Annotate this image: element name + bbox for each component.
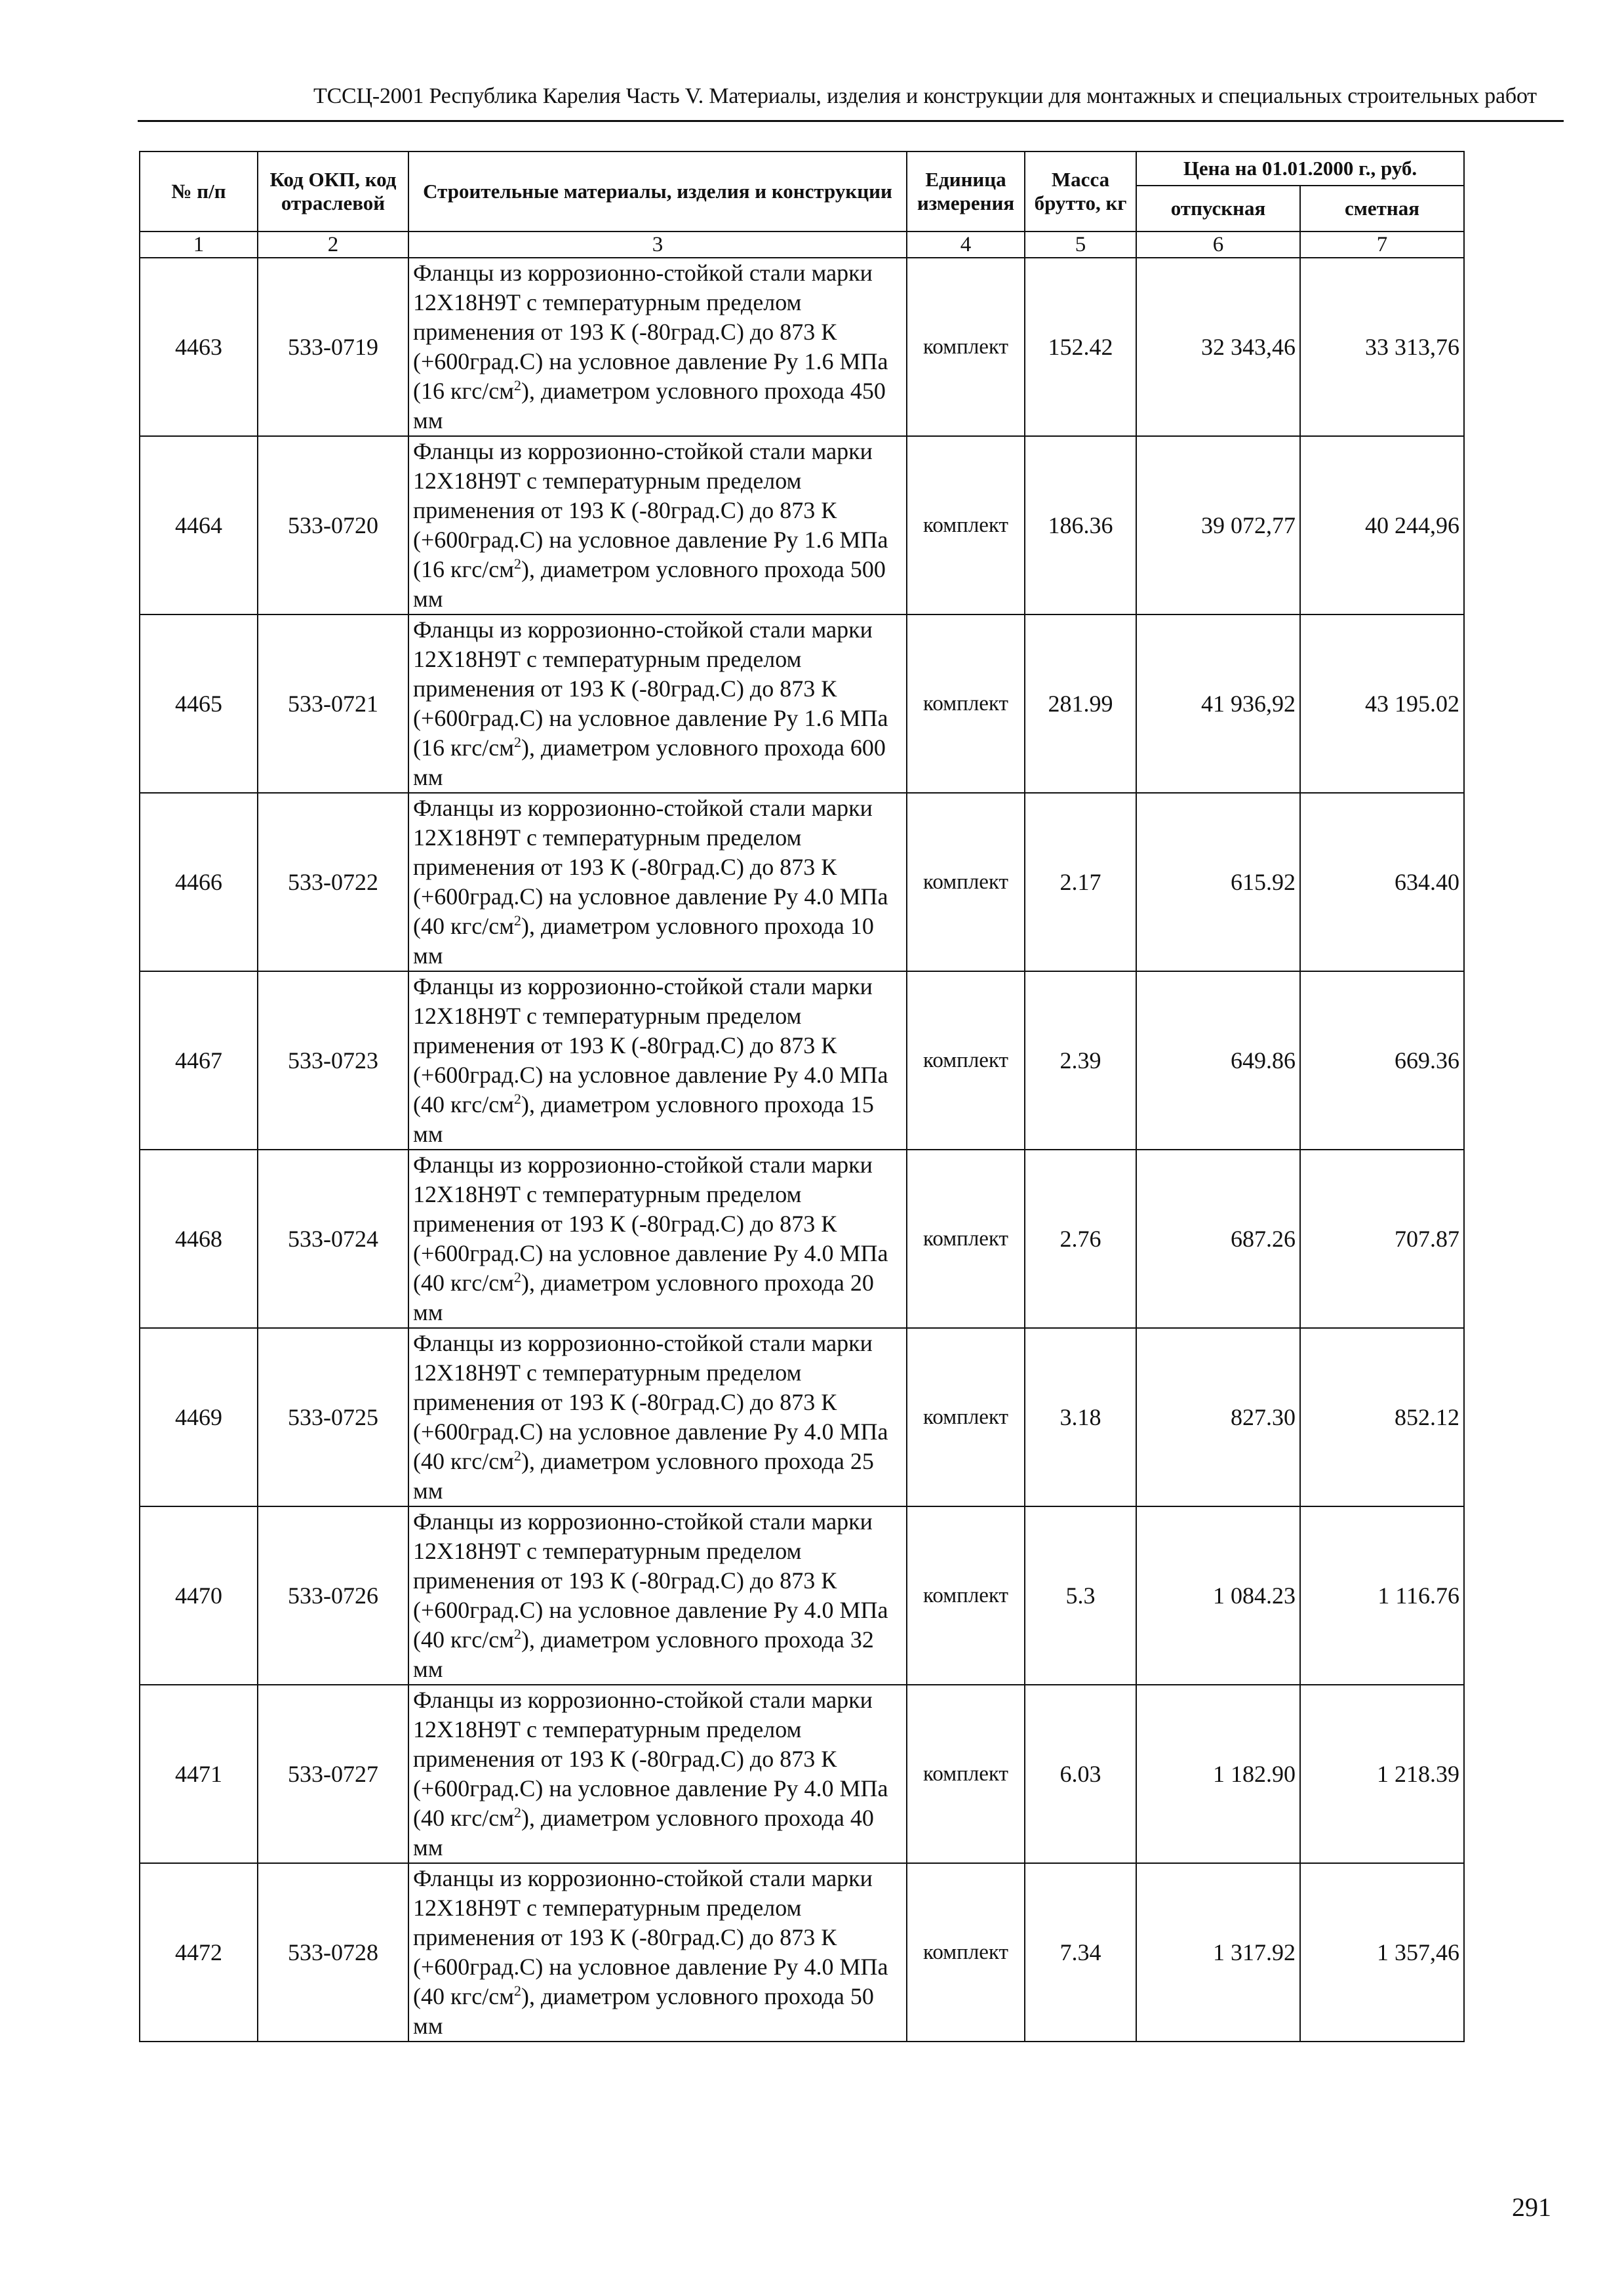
col-header-price-sale: отпускная <box>1136 186 1300 232</box>
row-description-text: Фланцы из коррозионно-стойкой стали марки 12Х18Н9Т с температурным пределом применения от 193 К (-80град.С) до 873 К (+600град.С) на условное давление Ру 4.0 МПа (40 кгс/см <box>413 1152 888 1296</box>
unit-superscript: 2 <box>513 1091 521 1107</box>
row-price-estimate: 707.87 <box>1300 1150 1464 1328</box>
row-description <box>408 1863 907 2042</box>
table-row <box>140 971 1464 1150</box>
row-okp-code: 533-0727 <box>258 1685 408 1863</box>
row-okp-code: 533-0726 <box>258 1506 408 1685</box>
page-number: 291 <box>1512 2192 1551 2222</box>
row-description-text: Фланцы из коррозионно-стойкой стали марки 12Х18Н9Т с температурным пределом применения от 193 К (-80град.С) до 873 К (+600град.С) на условное давление Ру 4.0 МПа (40 кгс/см <box>413 1865 888 2009</box>
column-number: 6 <box>1136 232 1300 258</box>
column-number: 1 <box>140 232 258 258</box>
row-description-text-tail: ), диаметром условного прохода 25 мм <box>413 1448 874 1504</box>
table-row <box>140 614 1464 793</box>
row-okp-code: 533-0722 <box>258 793 408 971</box>
row-description-text-tail: ), диаметром условного прохода 10 мм <box>413 913 874 969</box>
row-price-estimate: 1 357,46 <box>1300 1863 1464 2042</box>
row-description <box>408 971 907 1150</box>
unit-superscript: 2 <box>513 734 521 750</box>
unit-superscript: 2 <box>513 377 521 393</box>
unit-superscript: 2 <box>513 1983 521 1999</box>
row-mass: 7.34 <box>1025 1863 1136 2042</box>
row-description-text: Фланцы из коррозионно-стойкой стали марки 12Х18Н9Т с температурным пределом применения от 193 К (-80град.С) до 873 К (+600град.С) на условное давление Ру 4.0 МПа (40 кгс/см <box>413 795 888 939</box>
table-row <box>140 793 1464 971</box>
unit-superscript: 2 <box>513 555 521 572</box>
table-row <box>140 436 1464 614</box>
page-header-title: ТССЦ-2001 Республика Карелия Часть V. Материалы, изделия и конструкции для монтажных и специальных строительных работ <box>313 84 1537 108</box>
row-mass: 2.17 <box>1025 793 1136 971</box>
row-description <box>408 793 907 971</box>
row-price-sale: 1 182.90 <box>1136 1685 1300 1863</box>
row-description-text: Фланцы из коррозионно-стойкой стали марки 12Х18Н9Т с температурным пределом применения от 193 К (-80град.С) до 873 К (+600град.С) на условное давление Ру 4.0 МПа (40 кгс/см <box>413 973 888 1117</box>
unit-superscript: 2 <box>513 912 521 929</box>
row-mass: 186.36 <box>1025 436 1136 614</box>
row-price-estimate: 33 313,76 <box>1300 258 1464 436</box>
row-description <box>408 1150 907 1328</box>
row-unit: комплект <box>907 1863 1025 2042</box>
row-description <box>408 1685 907 1863</box>
row-mass: 152.42 <box>1025 258 1136 436</box>
row-price-sale: 649.86 <box>1136 971 1300 1150</box>
col-header-num: № п/п <box>140 151 258 232</box>
unit-superscript: 2 <box>513 1447 521 1464</box>
row-description-text: Фланцы из коррозионно-стойкой стали марки 12Х18Н9Т с температурным пределом применения от 193 К (-80град.С) до 873 К (+600град.С) на условное давление Ру 1.6 МПа (16 кгс/см <box>413 260 888 404</box>
row-okp-code: 533-0728 <box>258 1863 408 2042</box>
row-description-text: Фланцы из коррозионно-стойкой стали марки 12Х18Н9Т с температурным пределом применения от 193 К (-80град.С) до 873 К (+600град.С) на условное давление Ру 4.0 МПа (40 кгс/см <box>413 1508 888 1653</box>
row-description-text-tail: ), диаметром условного прохода 40 мм <box>413 1805 874 1861</box>
row-description-text: Фланцы из коррозионно-стойкой стали марки 12Х18Н9Т с температурным пределом применения от 193 К (-80град.С) до 873 К (+600град.С) на условное давление Ру 4.0 МПа (40 кгс/см <box>413 1330 888 1474</box>
row-unit: комплект <box>907 793 1025 971</box>
row-number: 4468 <box>140 1150 258 1328</box>
row-okp-code: 533-0725 <box>258 1328 408 1506</box>
row-description-text-tail: ), диаметром условного прохода 15 мм <box>413 1091 874 1147</box>
row-unit: комплект <box>907 1150 1025 1328</box>
row-mass: 2.76 <box>1025 1150 1136 1328</box>
row-mass: 2.39 <box>1025 971 1136 1150</box>
row-okp-code: 533-0719 <box>258 258 408 436</box>
row-number: 4465 <box>140 614 258 793</box>
row-unit: комплект <box>907 1506 1025 1685</box>
table-row <box>140 1150 1464 1328</box>
row-price-sale: 32 343,46 <box>1136 258 1300 436</box>
row-price-estimate: 1 218.39 <box>1300 1685 1464 1863</box>
row-price-estimate: 1 116.76 <box>1300 1506 1464 1685</box>
row-mass: 3.18 <box>1025 1328 1136 1506</box>
row-number: 4472 <box>140 1863 258 2042</box>
row-number: 4467 <box>140 971 258 1150</box>
col-header-price-est: сметная <box>1300 186 1464 232</box>
row-price-sale: 615.92 <box>1136 793 1300 971</box>
row-price-sale: 687.26 <box>1136 1150 1300 1328</box>
row-price-estimate: 852.12 <box>1300 1328 1464 1506</box>
row-description-text-tail: ), диаметром условного прохода 600 мм <box>413 735 886 790</box>
row-number: 4470 <box>140 1506 258 1685</box>
column-number: 7 <box>1300 232 1464 258</box>
row-price-estimate: 634.40 <box>1300 793 1464 971</box>
row-description-text-tail: ), диаметром условного прохода 32 мм <box>413 1626 874 1682</box>
column-number: 4 <box>907 232 1025 258</box>
row-unit: комплект <box>907 436 1025 614</box>
row-description <box>408 1328 907 1506</box>
table-row <box>140 1685 1464 1863</box>
table-body <box>140 232 1464 2042</box>
row-description-text-tail: ), диаметром условного прохода 20 мм <box>413 1270 874 1325</box>
row-description-text-tail: ), диаметром условного прохода 500 мм <box>413 556 886 612</box>
row-price-sale: 41 936,92 <box>1136 614 1300 793</box>
header-divider <box>138 120 1564 122</box>
row-description-text-tail: ), диаметром условного прохода 450 мм <box>413 378 886 433</box>
row-unit: комплект <box>907 971 1025 1150</box>
row-description <box>408 436 907 614</box>
col-header-desc: Строительные материалы, изделия и конструкции <box>408 151 907 232</box>
col-header-price-group: Цена на 01.01.2000 г., руб. <box>1136 151 1464 186</box>
row-price-sale: 1 084.23 <box>1136 1506 1300 1685</box>
row-okp-code: 533-0721 <box>258 614 408 793</box>
unit-superscript: 2 <box>513 1804 521 1821</box>
row-description-text-tail: ), диаметром условного прохода 50 мм <box>413 1983 874 2039</box>
table-row <box>140 1506 1464 1685</box>
col-header-unit: Единица измерения <box>907 151 1025 232</box>
row-price-sale: 1 317.92 <box>1136 1863 1300 2042</box>
column-number: 3 <box>408 232 907 258</box>
row-number: 4471 <box>140 1685 258 1863</box>
row-number: 4469 <box>140 1328 258 1506</box>
column-number-row <box>140 232 1464 258</box>
row-price-estimate: 40 244,96 <box>1300 436 1464 614</box>
row-unit: комплект <box>907 258 1025 436</box>
row-description <box>408 614 907 793</box>
row-number: 4464 <box>140 436 258 614</box>
row-price-estimate: 43 195.02 <box>1300 614 1464 793</box>
row-price-sale: 39 072,77 <box>1136 436 1300 614</box>
row-price-sale: 827.30 <box>1136 1328 1300 1506</box>
table-row <box>140 1328 1464 1506</box>
table-row <box>140 258 1464 436</box>
row-mass: 6.03 <box>1025 1685 1136 1863</box>
row-number: 4466 <box>140 793 258 971</box>
row-description-text: Фланцы из коррозионно-стойкой стали марки 12Х18Н9Т с температурным пределом применения от 193 К (-80град.С) до 873 К (+600град.С) на условное давление Ру 1.6 МПа (16 кгс/см <box>413 438 888 582</box>
col-header-code: Код ОКП, код отраслевой <box>258 151 408 232</box>
row-price-estimate: 669.36 <box>1300 971 1464 1150</box>
row-description-text: Фланцы из коррозионно-стойкой стали марки 12Х18Н9Т с температурным пределом применения от 193 К (-80град.С) до 873 К (+600град.С) на условное давление Ру 1.6 МПа (16 кгс/см <box>413 616 888 761</box>
unit-superscript: 2 <box>513 1626 521 1642</box>
row-number: 4463 <box>140 258 258 436</box>
col-header-mass: Масса брутто, кг <box>1025 151 1136 232</box>
column-number: 2 <box>258 232 408 258</box>
row-okp-code: 533-0724 <box>258 1150 408 1328</box>
row-description <box>408 1506 907 1685</box>
row-description <box>408 258 907 436</box>
row-description-text: Фланцы из коррозионно-стойкой стали марки 12Х18Н9Т с температурным пределом применения от 193 К (-80град.С) до 873 К (+600град.С) на условное давление Ру 4.0 МПа (40 кгс/см <box>413 1687 888 1831</box>
row-unit: комплект <box>907 614 1025 793</box>
row-okp-code: 533-0723 <box>258 971 408 1150</box>
row-okp-code: 533-0720 <box>258 436 408 614</box>
materials-price-table <box>139 151 1465 2042</box>
row-mass: 5.3 <box>1025 1506 1136 1685</box>
row-unit: комплект <box>907 1328 1025 1506</box>
row-unit: комплект <box>907 1685 1025 1863</box>
unit-superscript: 2 <box>513 1269 521 1285</box>
table-row <box>140 1863 1464 2042</box>
column-number: 5 <box>1025 232 1136 258</box>
row-mass: 281.99 <box>1025 614 1136 793</box>
